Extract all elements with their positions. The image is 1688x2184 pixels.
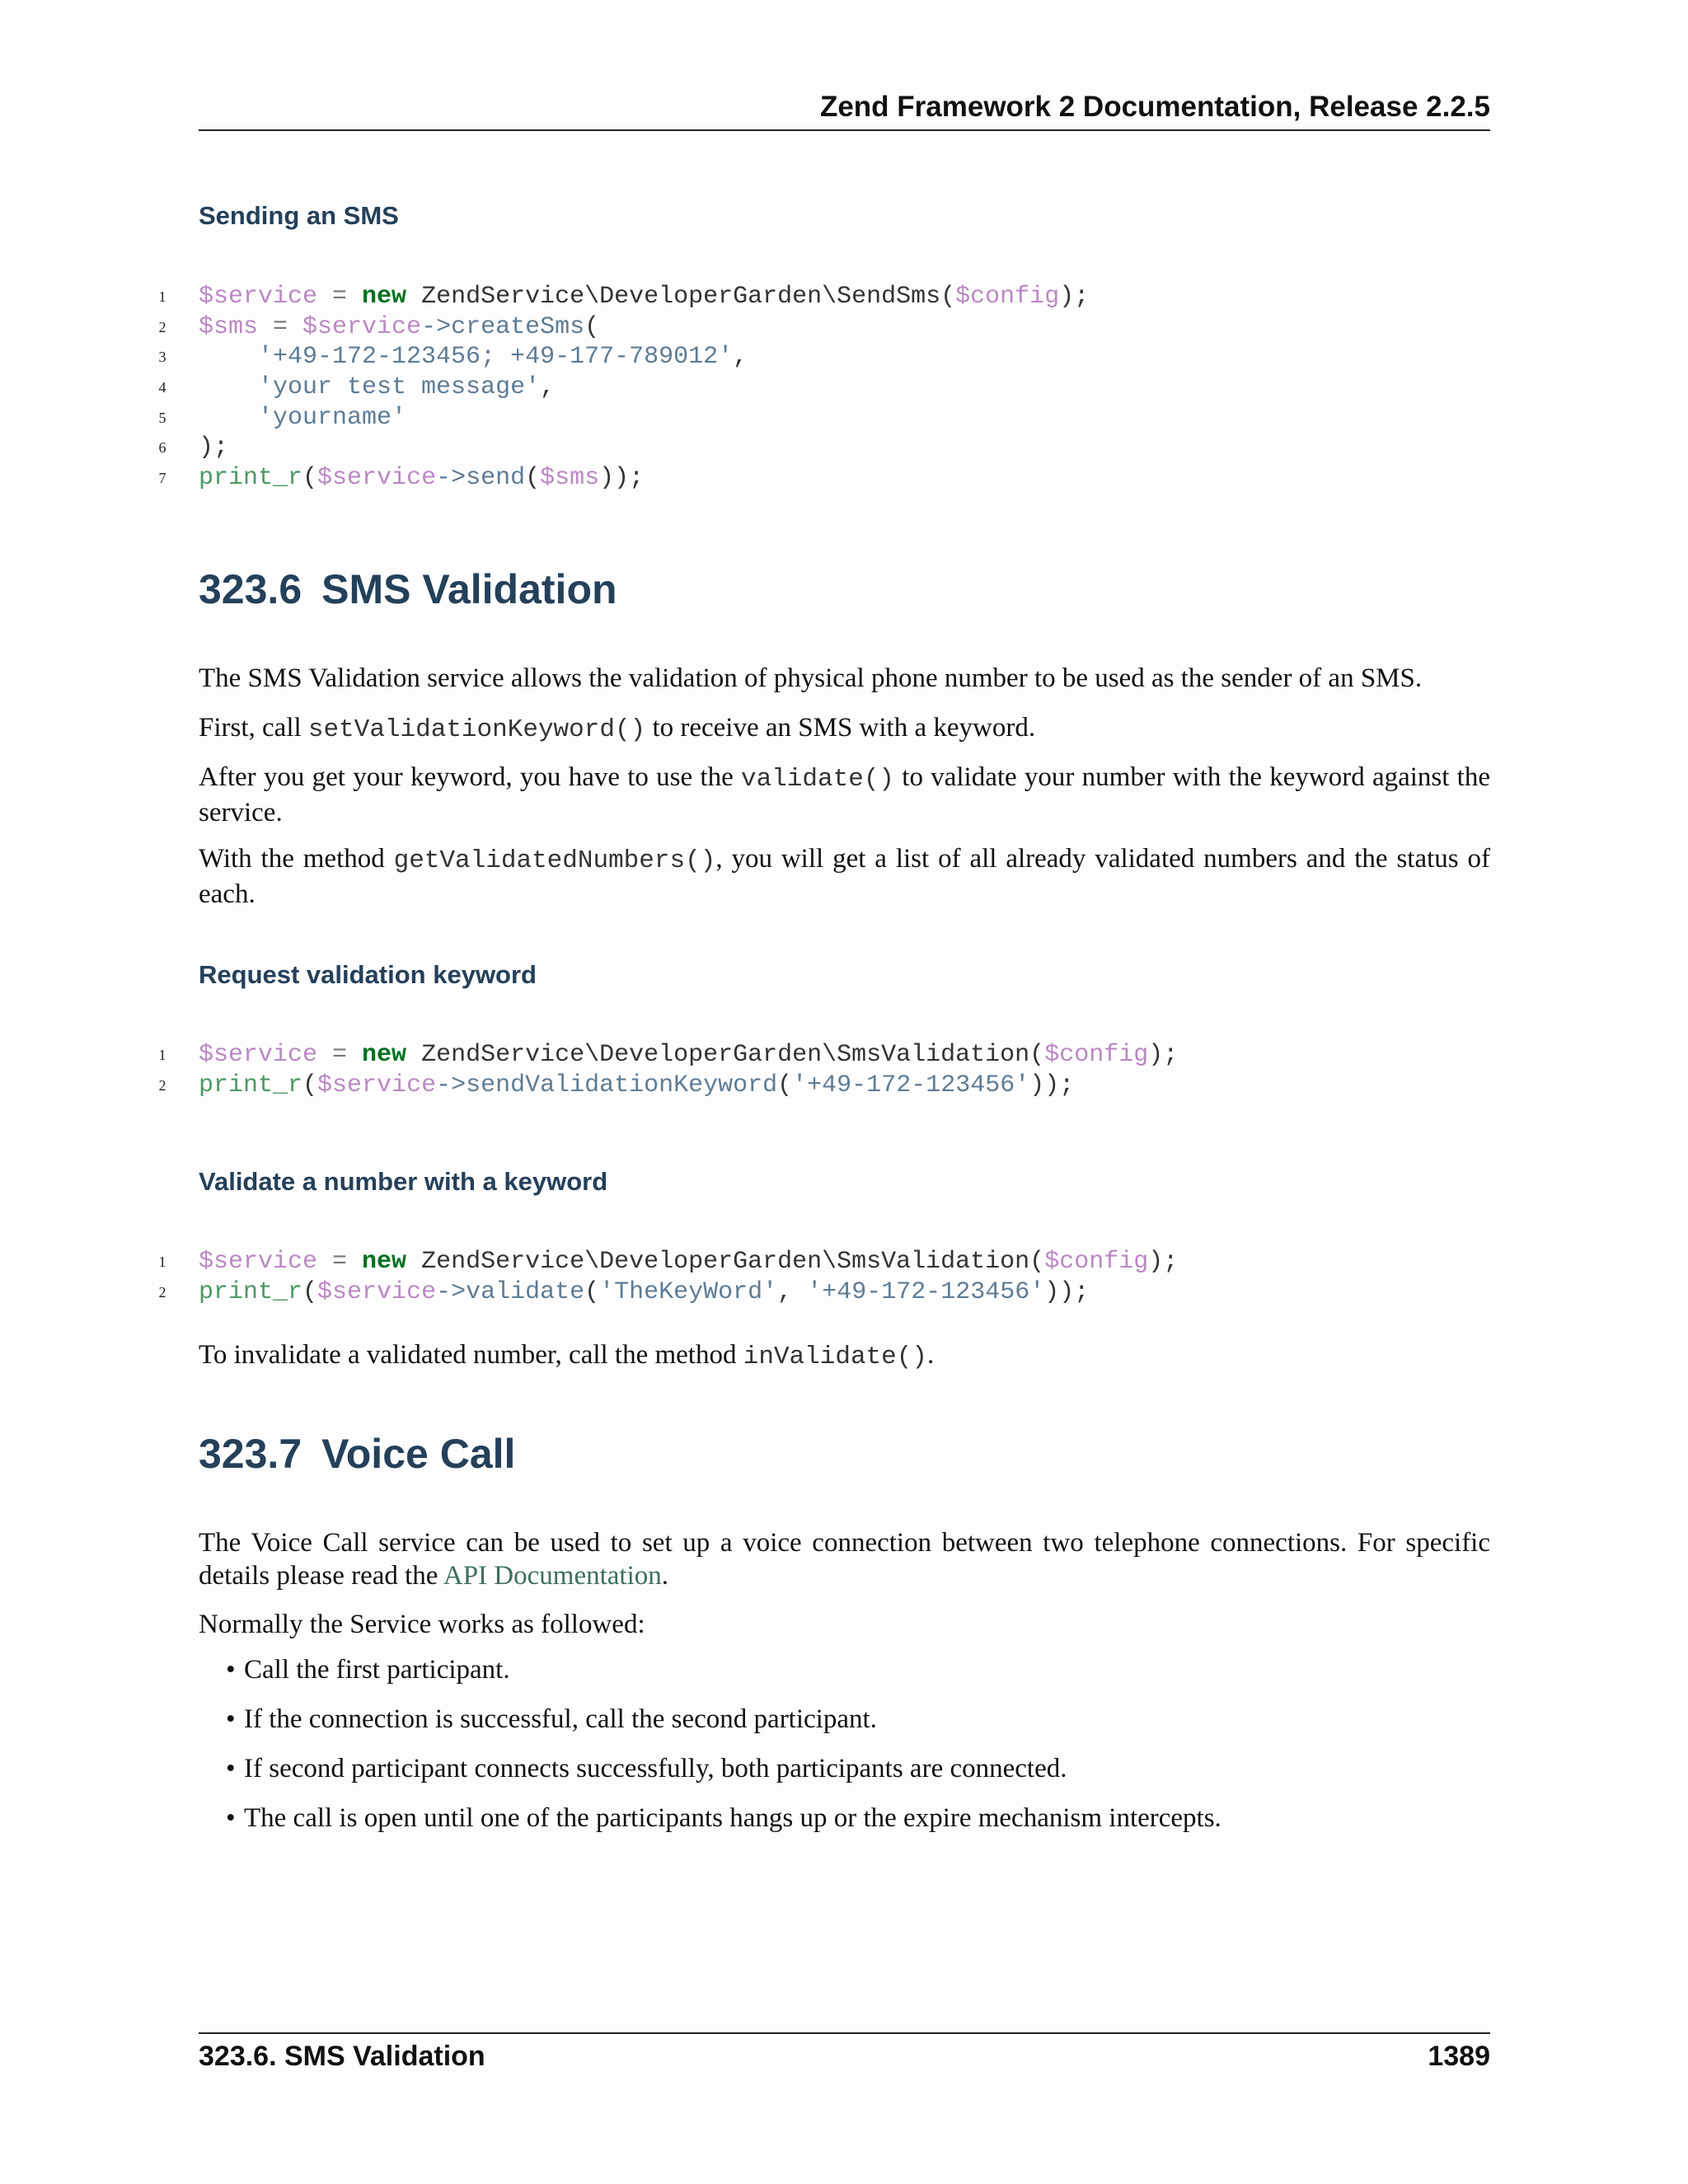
code-line [157,463,1490,494]
list-item: • The call is open until one of the participants hangs up or the expire mechanism intercepts. [226,1803,1221,1833]
sending-sms-heading: Sending an SMS [199,201,399,230]
code-text: 'your test message', [258,373,556,402]
api-documentation-link[interactable]: API Documentation [443,1561,662,1591]
set-validation-keyword-paragraph: First, call setValidationKeyword() to receive an SMS with a keyword. [199,713,1036,744]
line-number: 2 [158,1076,166,1094]
code-text: $service = new ZendService\DeveloperGarden\SmsValidation($config); [199,1041,1179,1069]
voice-call-heading [199,1430,515,1478]
inline-code: inValidate() [743,1343,927,1371]
sending-sms-code [157,282,1490,494]
inline-code: getValidatedNumbers() [393,846,716,875]
page-header-title: Zend Framework 2 Documentation, Release 2.2.5 [819,91,1490,123]
section-number: 323.6 [199,566,302,612]
validate-number-code [157,1247,1490,1307]
code-line [157,1247,1490,1277]
inline-code: validate() [741,765,895,794]
line-number: 1 [158,1254,166,1270]
invalidate-paragraph: To invalidate a validated number, call the method inValidate(). [199,1340,935,1371]
code-line [157,282,1490,312]
code-line [157,312,1490,343]
code-line [157,1040,1490,1071]
line-number: 4 [158,379,166,396]
line-number: 1 [158,1047,166,1063]
request-keyword-heading: Request validation keyword [199,960,537,989]
line-number: 7 [158,470,166,487]
voice-call-steps-list [226,1653,1221,1851]
line-number: 6 [158,439,166,457]
code-text: 'yourname' [258,403,407,432]
line-number: 1 [158,288,166,305]
code-text: $service = new ZendService\DeveloperGarden\SendSms($config); [199,283,1090,311]
inline-code: setValidationKeyword() [307,715,646,744]
footer-section-title: 323.6. SMS Validation [199,2041,485,2072]
validate-number-heading: Validate a number with a keyword [199,1167,608,1196]
code-text: '+49-172-123456; +49-177-789012', [258,343,748,372]
code-text: print_r($service->send($sms)); [199,464,645,493]
page-number: 1389 [1428,2041,1490,2072]
line-number: 2 [158,318,166,335]
validate-paragraph: After you get your keyword, you have to use the validate() to validate your number with the keyword against the service. [199,762,1490,827]
code-line [157,1277,1490,1308]
code-line [157,1071,1490,1101]
footer-divider [199,2032,1490,2034]
list-item: • If the connection is successful, call the second participant. [226,1704,877,1734]
header-divider [199,129,1490,131]
code-text: $service = new ZendService\DeveloperGarden\SmsValidation($config); [199,1248,1179,1276]
code-line [157,342,1490,373]
line-number: 5 [158,409,166,426]
line-number: 2 [158,1283,166,1301]
code-line [157,433,1490,463]
voice-call-intro: The Voice Call service can be used to set up a voice connection between two telephone connections. For specific details please read the API Documentation. [199,1528,1490,1591]
code-text: $sms = $service->createSms( [199,312,600,341]
sms-validation-intro: The SMS Validation service allows the validation of physical phone number to be used as the sender of an SMS. [199,663,1423,693]
section-title: SMS Validation [321,566,617,612]
request-keyword-code [157,1040,1490,1100]
line-number: 3 [158,349,166,366]
code-text: print_r($service->validate('TheKeyWord', '+49-172-123456')); [199,1277,1090,1306]
list-item: • If second participant connects successfully, both participants are connected. [226,1754,1067,1783]
list-item: • Call the first participant. [226,1655,510,1685]
sms-validation-heading [199,565,617,613]
section-number: 323.7 [199,1431,302,1477]
code-text: ); [199,434,229,462]
code-line [157,403,1490,434]
code-line [157,373,1490,403]
code-text: print_r($service->sendValidationKeyword('+49-172-123456')); [199,1071,1075,1099]
normally-paragraph: Normally the Service works as followed: [199,1610,645,1639]
get-validated-numbers-paragraph: With the method getValidatedNumbers(), you will get a list of all already validated numbers and the status of each. [199,844,1490,909]
section-title: Voice Call [321,1431,516,1477]
